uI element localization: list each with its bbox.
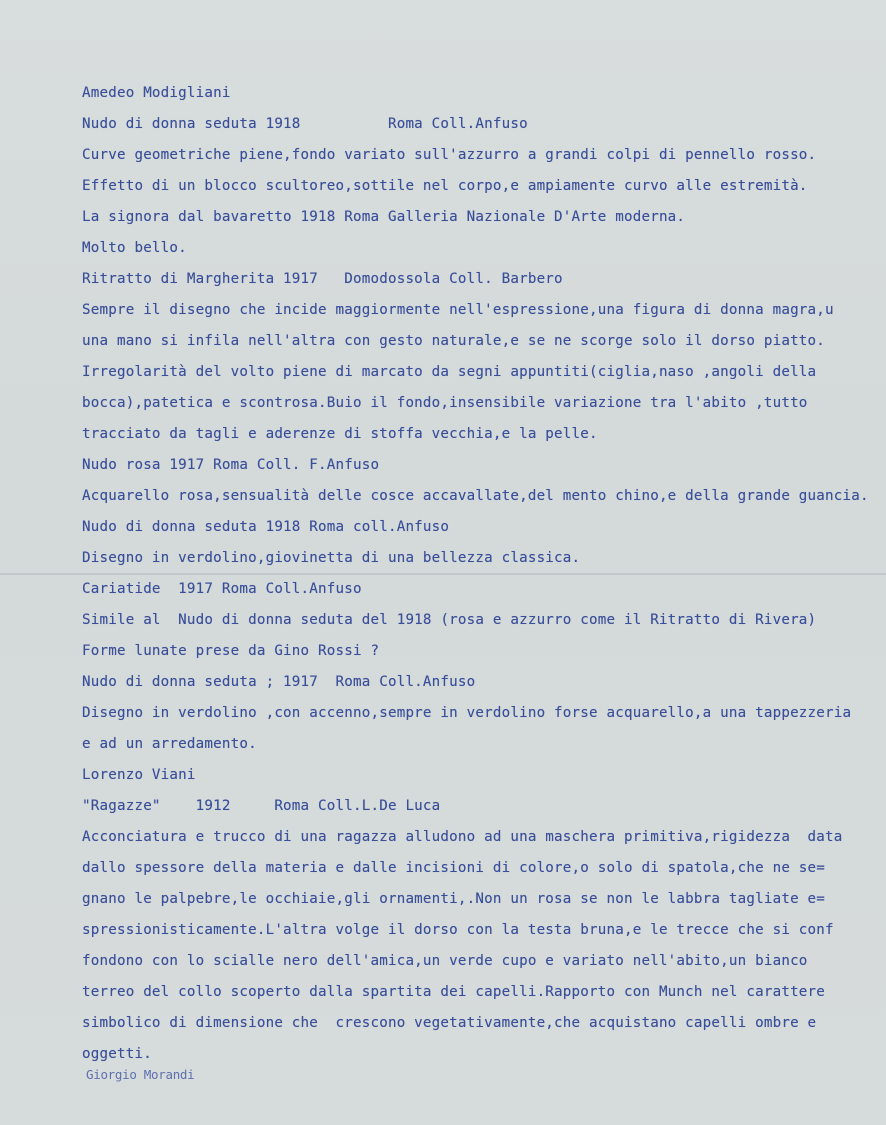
typed-signature: Giorgio Morandi <box>86 1067 195 1082</box>
typed-text-body <box>82 78 882 1070</box>
text-line: gnano le palpebre,le occhiaie,gli ornamenti,.Non un rosa se non le labbra tagliate e= <box>82 891 826 907</box>
text-line: Disegno in verdolino ,con accenno,sempre in verdolino forse acquarello,a una tappezzeria <box>82 705 852 721</box>
text-line: Irregolarità del volto piene di marcato da segni appuntiti(ciglia,naso ,angoli della <box>82 364 817 380</box>
text-line: Acconciatura e trucco di una ragazza alludono ad una maschera primitiva,rigidezza data <box>82 829 843 845</box>
text-line: bocca),patetica e scontrosa.Buio il fondo,insensibile variazione tra l'abito ,tutto <box>82 395 808 411</box>
text-line: Sempre il disegno che incide maggiormente nell'espressione,una figura di donna magra,u <box>82 302 834 318</box>
text-line: Lorenzo Viani <box>82 767 196 783</box>
text-line: Acquarello rosa,sensualità delle cosce accavallate,del mento chino,e della grande guancia. <box>82 488 869 504</box>
text-line: tracciato da tagli e aderenze di stoffa vecchia,e la pelle. <box>82 426 598 442</box>
text-line: Nudo di donna seduta ; 1917 Roma Coll.Anfuso <box>82 674 476 690</box>
text-line: Disegno in verdolino,giovinetta di una bellezza classica. <box>82 550 581 566</box>
text-line: Ritratto di Margherita 1917 Domodossola Coll. Barbero <box>82 271 563 287</box>
text-line: terreo del collo scoperto dalla spartita dei capelli.Rapporto con Munch nel carattere <box>82 984 826 1000</box>
text-line: Nudo rosa 1917 Roma Coll. F.Anfuso <box>82 457 380 473</box>
text-line: Forme lunate prese da Gino Rossi ? <box>82 643 380 659</box>
text-line: dallo spessore della materia e dalle incisioni di colore,o solo di spatola,che ne se= <box>82 860 826 876</box>
text-line: Nudo di donna seduta 1918 Roma Coll.Anfuso <box>82 116 528 132</box>
text-line: Amedeo Modigliani <box>82 85 231 101</box>
text-line: una mano si infila nell'altra con gesto naturale,e se ne scorge solo il dorso piatto. <box>82 333 826 349</box>
text-line: Effetto di un blocco scultoreo,sottile nel corpo,e ampiamente curvo alle estremità. <box>82 178 808 194</box>
text-line: "Ragazze" 1912 Roma Coll.L.De Luca <box>82 798 441 814</box>
text-line: Nudo di donna seduta 1918 Roma coll.Anfuso <box>82 519 450 535</box>
text-line: Cariatide 1917 Roma Coll.Anfuso <box>82 581 362 597</box>
text-line: Molto bello. <box>82 240 187 256</box>
text-line: La signora dal bavaretto 1918 Roma Galleria Nazionale D'Arte moderna. <box>82 209 686 225</box>
text-line: spressionisticamente.L'altra volge il dorso con la testa bruna,e le trecce che si conf <box>82 922 834 938</box>
text-line: fondono con lo scialle nero dell'amica,un verde cupo e variato nell'abito,un bianco <box>82 953 808 969</box>
text-line: oggetti. <box>82 1046 152 1062</box>
text-line: e ad un arredamento. <box>82 736 257 752</box>
text-line: simbolico di dimensione che crescono vegetativamente,che acquistano capelli ombre e <box>82 1015 817 1031</box>
text-line: Simile al Nudo di donna seduta del 1918 (rosa e azzurro come il Ritratto di Rivera) <box>82 612 817 628</box>
text-line: Curve geometriche piene,fondo variato sull'azzurro a grandi colpi di pennello rosso. <box>82 147 817 163</box>
